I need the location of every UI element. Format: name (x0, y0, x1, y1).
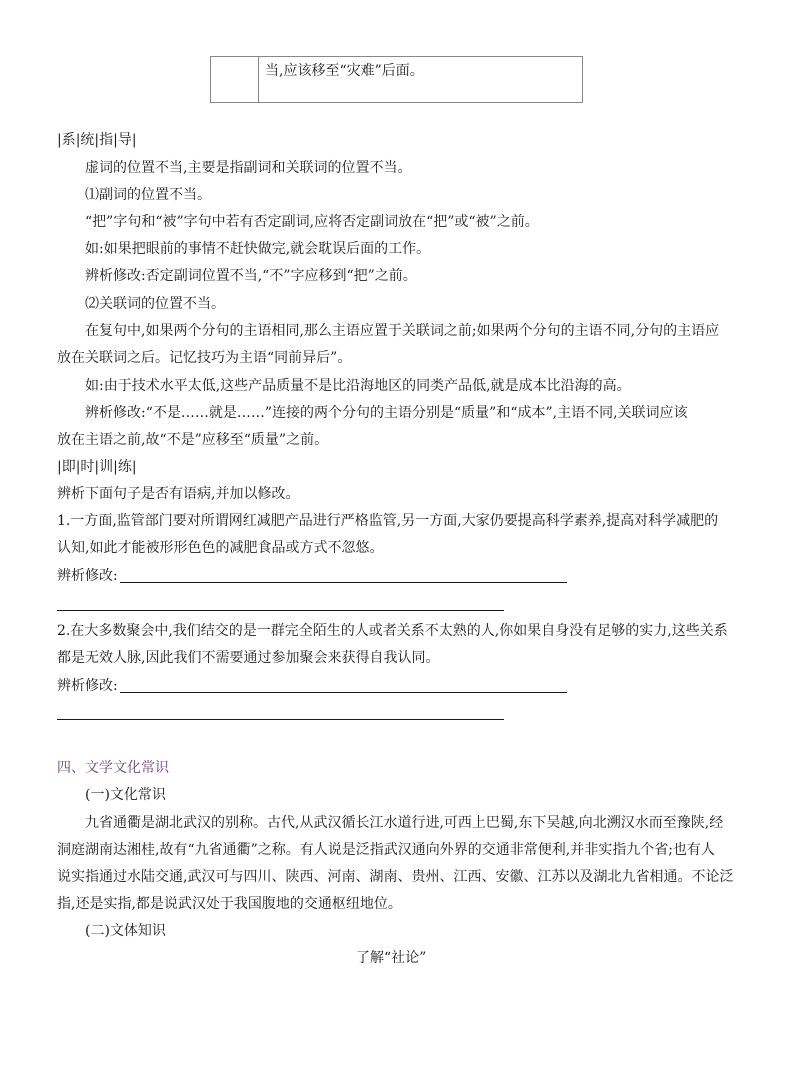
point2-fix-line1: 辨析修改:“不是……就是……”连接的两个分句的主语分别是“质量”和“成本”,主语不同,关联词应该 (85, 405, 688, 421)
point2-example: 如:由于技术水平太低,这些产品质量不是比沿海地区的同类产品低,就是成本比沿海的高。 (85, 378, 631, 394)
point1-example: 如:如果把眼前的事情不赶快做完,就会耽误后面的工作。 (85, 241, 431, 257)
q1-line1: 1.一方面,监管部门要对所谓网红减肥产品进行严格监管,另一方面,大家仍要提高科学素养,提高对科学减肥的 (57, 513, 719, 529)
table-divider (258, 57, 259, 102)
q2-line2: 都是无效人脉,因此我们不需要通过参加聚会来获得自我认同。 (57, 650, 440, 666)
sub1-title: (一)文化常识 (85, 787, 166, 803)
answer-table (210, 56, 583, 103)
table-cell-text: 当,应该移至“灾难”后面。 (265, 63, 424, 79)
q2-line1: 2.在大多数聚会中,我们结交的是一群完全陌生的人或者关系不太熟的人,你如果自身没有足够的实力,这些关系 (57, 623, 728, 639)
section-guide-title: |系|统|指|导| (57, 132, 137, 148)
section4-title: 四、文学文化常识 (57, 760, 169, 776)
culture-line3: 说实指通过水陆交通,武汉可与四川、陕西、河南、湖南、贵州、江西、安徽、江苏以及湖北九省相通。不论泛 (57, 869, 734, 885)
point2-title: ⑵关联词的位置不当。 (85, 296, 225, 312)
answer-blank-1b[interactable] (57, 610, 504, 611)
point2-fix-line2: 放在主语之前,故“不是”应移至“质量”之前。 (57, 432, 329, 448)
culture-line2: 洞庭湖南达湘桂,故有“九省通衢”之称。有人说是泛指武汉通向外界的交通非常便利,并非实指九个省;也有人 (57, 842, 715, 858)
culture-line1: 九省通衢是湖北武汉的别称。古代,从武汉循长江水道行进,可西上巴蜀,东下吴越,向北溯汉水而至豫陕,经 (85, 815, 724, 831)
guide-intro: 虚词的位置不当,主要是指副词和关联词的位置不当。 (85, 160, 412, 176)
answer-label-2: 辨析修改: (57, 678, 118, 694)
answer-label-1: 辨析修改: (57, 568, 118, 584)
sub2-title: (二)文体知识 (85, 923, 166, 939)
section-practice-title: |即|时|训|练| (57, 459, 137, 475)
practice-instruction: 辨析下面句子是否有语病,并加以修改。 (57, 486, 300, 502)
answer-blank-2b[interactable] (57, 719, 504, 720)
answer-blank-1a[interactable] (120, 582, 567, 583)
point2-rule-line2: 放在关联词之后。记忆技巧为主语“同前异后”。 (57, 350, 352, 366)
q1-line2: 认知,如此才能被形形色色的减肥食品或方式不忽悠。 (57, 540, 384, 556)
culture-line4: 指,还是实指,都是说武汉处于我国腹地的交通枢纽地位。 (57, 896, 402, 912)
point1-fix: 辨析修改:否定副词位置不当,“不”字应移到“把”之前。 (85, 268, 417, 284)
center-title: 了解“社论” (356, 950, 427, 966)
answer-blank-2a[interactable] (120, 692, 567, 693)
point2-rule-line1: 在复句中,如果两个分句的主语相同,那么主语应置于关联词之前;如果两个分句的主语不同,分句的主语应 (85, 323, 720, 339)
point1-rule: “把”字句和“被”字句中若有否定副词,应将否定副词放在“把”或“被”之前。 (85, 214, 539, 230)
point1-title: ⑴副词的位置不当。 (85, 187, 211, 203)
